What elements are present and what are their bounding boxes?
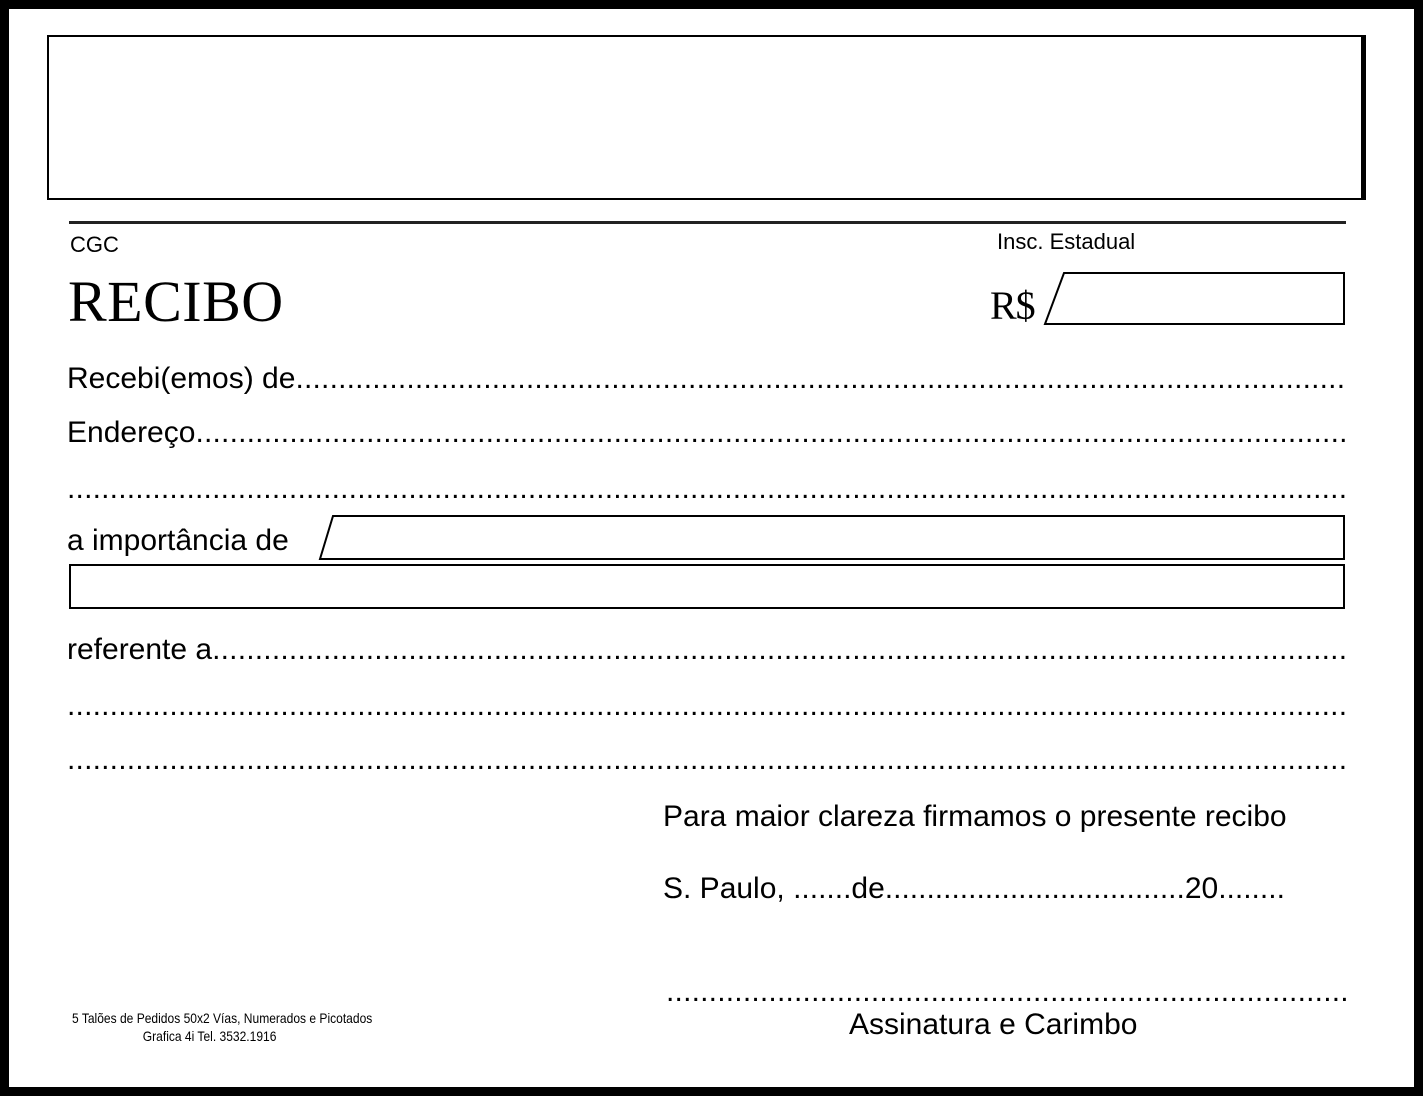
received-from-dotted-line	[295, 362, 1347, 396]
state-registration-label: Insc. Estadual	[997, 229, 1136, 254]
address-continuation-dotted-line	[67, 472, 1347, 506]
reference-label: referente a	[67, 633, 213, 666]
amount-words-field[interactable]	[320, 516, 1344, 559]
reference-continuation-row-2[interactable]	[67, 743, 1347, 777]
received-from-row[interactable]	[67, 362, 1347, 396]
signature-dotted-line[interactable]	[666, 975, 1347, 1009]
clarity-statement: Para maior clareza firmamos o presente recibo	[663, 800, 1287, 833]
amount-label: a importância de	[67, 524, 289, 557]
reference-row[interactable]	[67, 633, 1347, 667]
place-date-line[interactable]: S. Paulo, .......de....................................20........	[663, 872, 1285, 905]
receipt-title: RECIBO	[68, 269, 284, 334]
address-row[interactable]	[67, 416, 1347, 450]
reference-continuation-row-1[interactable]	[67, 689, 1347, 723]
value-field[interactable]	[1045, 273, 1344, 324]
printer-info-line-2: Grafica 4i Tel. 3532.1916	[142, 1028, 277, 1044]
cgc-label: CGC	[70, 232, 119, 257]
reference-continuation-dotted-line-1	[67, 689, 1347, 723]
reference-continuation-dotted-line-2	[67, 743, 1347, 777]
address-label: Endereço	[67, 416, 196, 449]
amount-words-field-continuation[interactable]	[70, 565, 1344, 608]
address-dotted-line	[195, 416, 1347, 450]
address-continuation-row[interactable]	[67, 472, 1347, 506]
received-from-label: Recebi(emos) de	[67, 362, 296, 395]
reference-dotted-line	[212, 633, 1347, 667]
printer-info-line-1: 5 Talões de Pedidos 50x2 Vías, Numerados e Picotados	[72, 1010, 373, 1026]
currency-label: R$	[990, 283, 1035, 328]
printer-info	[72, 1009, 373, 1045]
signature-label: Assinatura e Carimbo	[849, 1008, 1138, 1041]
